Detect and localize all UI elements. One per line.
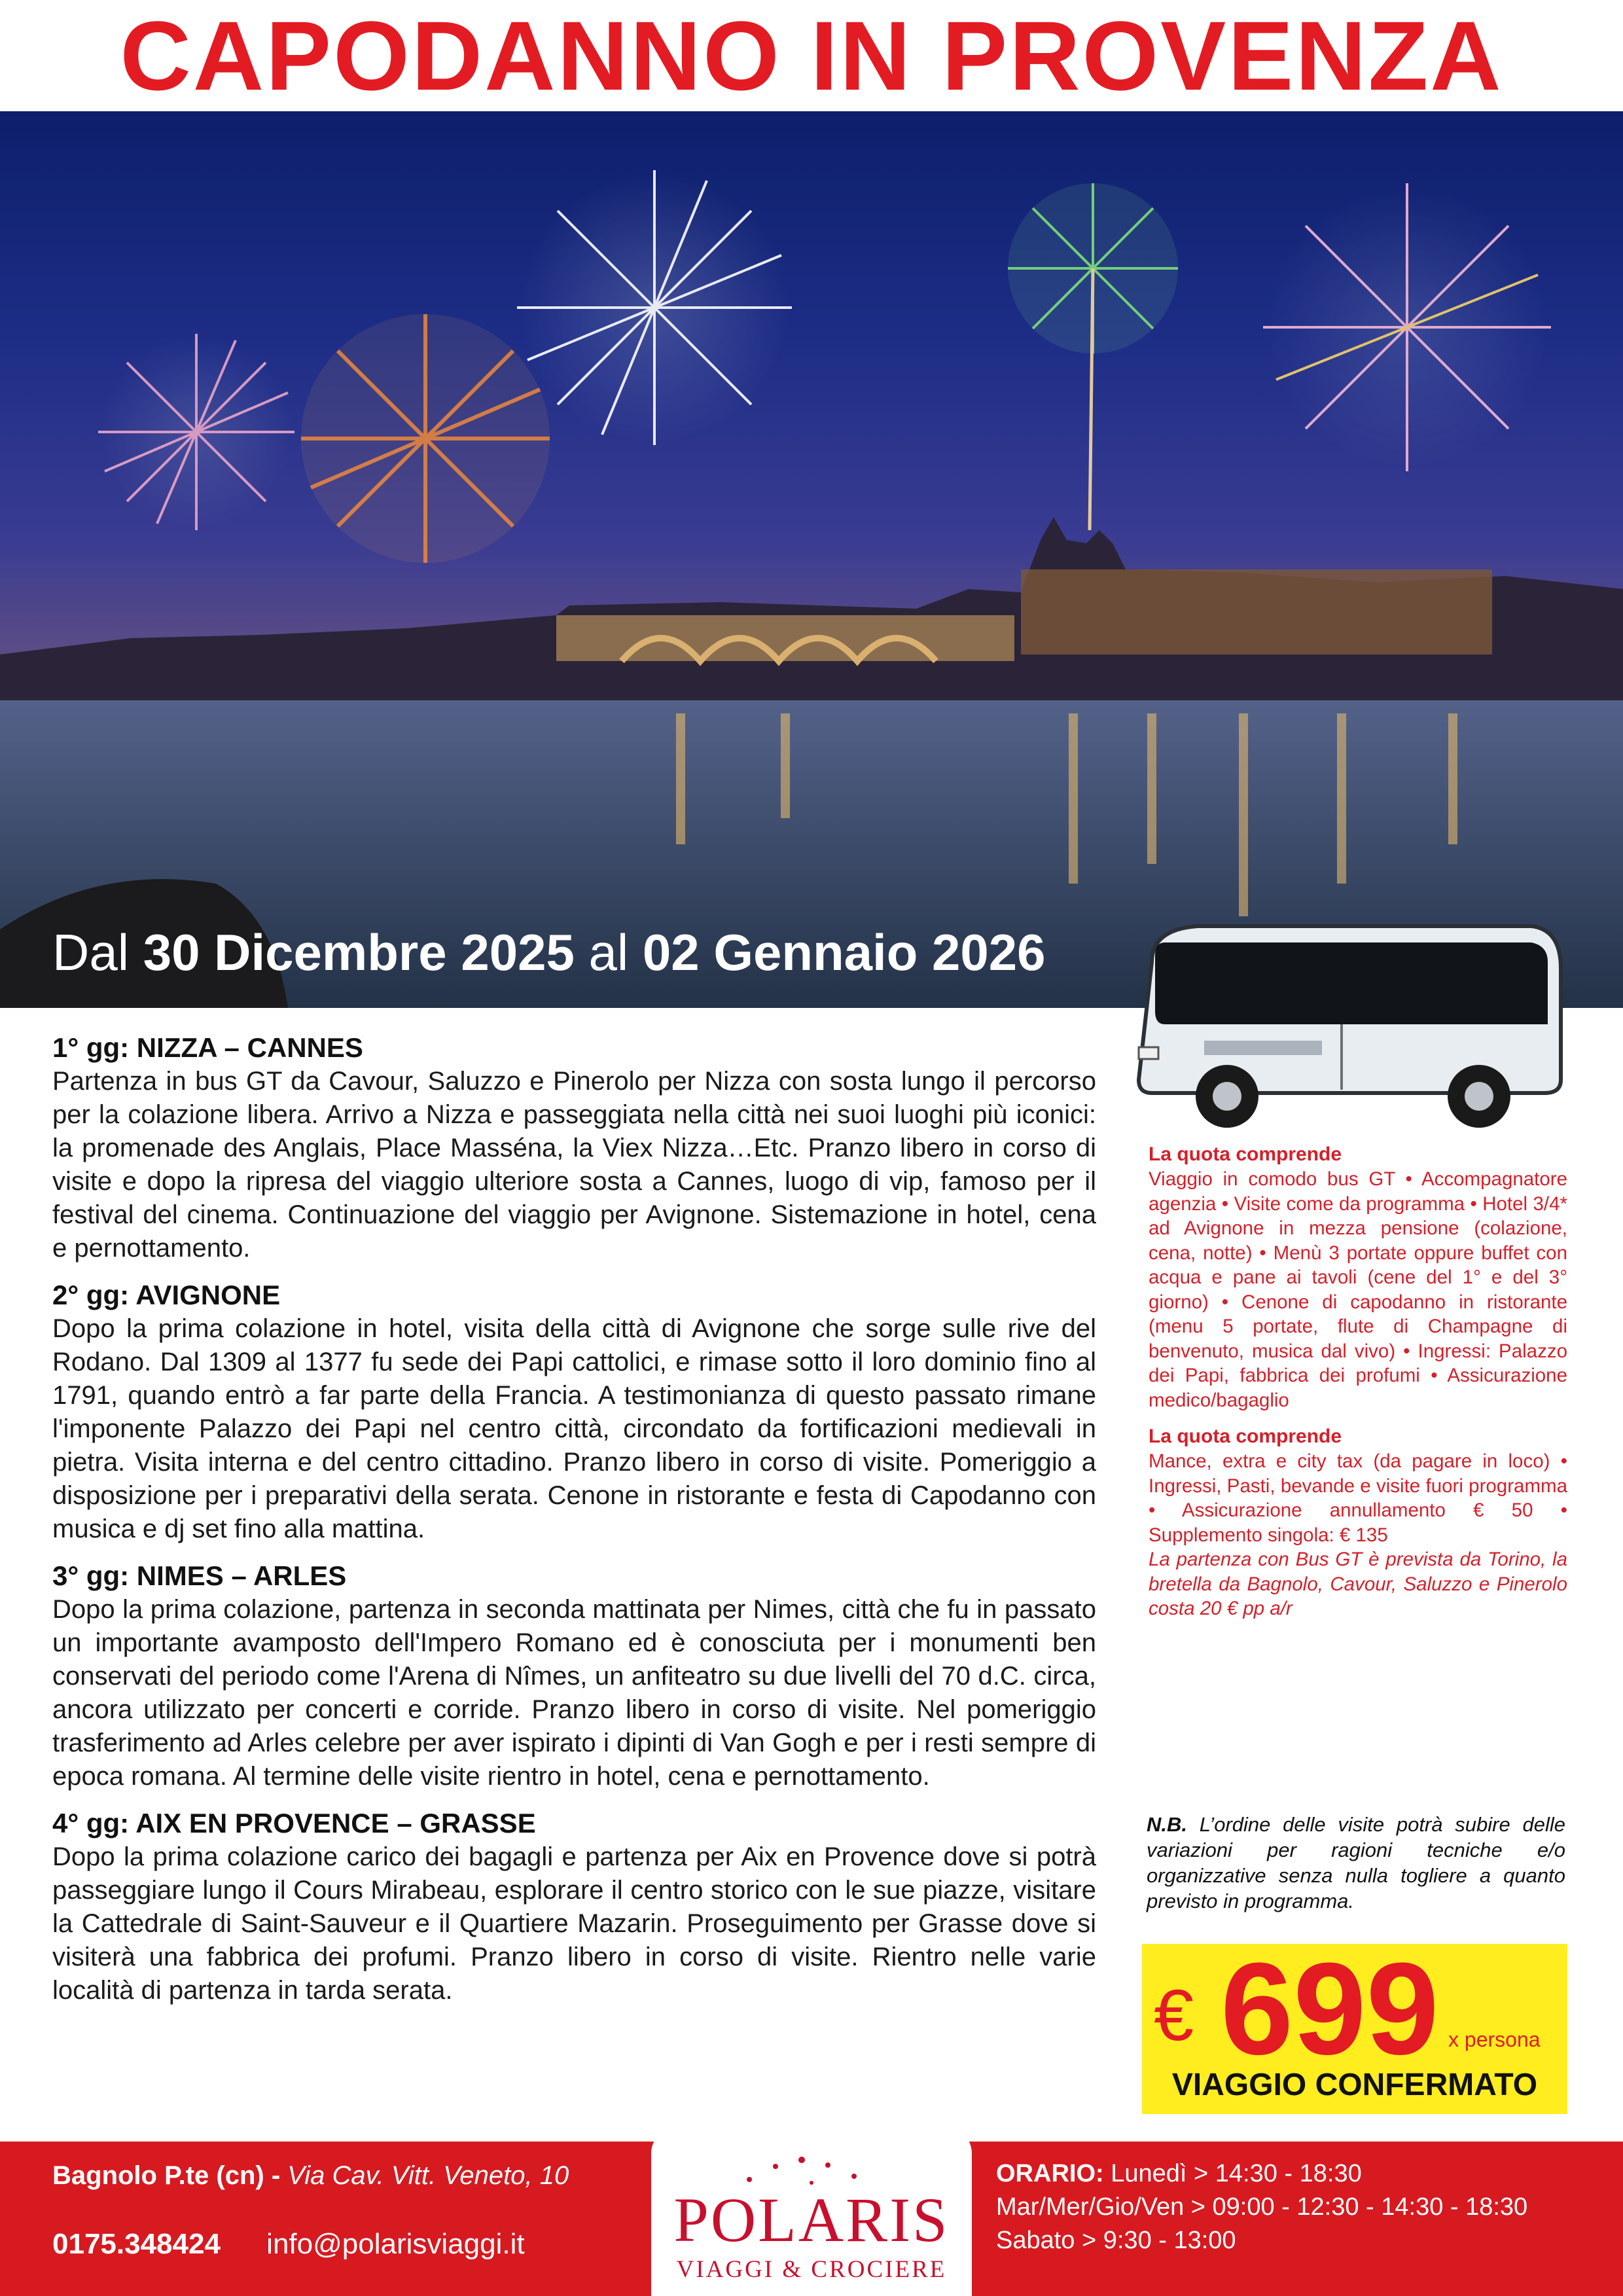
firework-multicolor (1263, 183, 1551, 471)
fireworks-illustration (0, 111, 1623, 1008)
dates-middle: al (588, 924, 629, 981)
disclaimer-note (1147, 1812, 1565, 1914)
itinerary-day-4 (52, 1806, 1096, 2007)
itinerary-day-3 (52, 1559, 1096, 1793)
firework-pink (98, 334, 294, 530)
day-description: Partenza in bus GT da Cavour, Saluzzo e Pinerolo per Nizza con sosta lungo il percorso per la colazione libera. Arrivo a Nizza e passeggiata nella città nei suoi luoghi più iconici: la promenade des Anglais, Place Masséna, la Viex Nizza…Etc. Pranzo libero in corso di visite e dopo la ripresa del viaggio ulteriore sosta a Cannes, luogo di vip, famoso per il festival del cinema. Continuazione del viaggio per Avignone. Sistemazione in hotel, cena e pernottamento. (52, 1067, 1096, 1263)
day-description: Dopo la prima colazione in hotel, visita della città di Avignone che sorge sulle rive del Rodano. Dal 1309 al 1377 fu sede dei Papi cattolici, e rimase sotto il loro dominio fino al 1791, quando entrò a far parte della Francia. A testimonianza di questo passato rimane l'imponente Palazzo dei Papi nel centro città, circondato da fortificazioni medievali in pietra. Visita interna e del centro cittadino. Pranzo libero in corso di visite. Pomeriggio a disposizione per i preparativi della serata. Cenone in ristorante e festa di Capodanno con musica e dj set fino alla mattina. (52, 1314, 1096, 1543)
agency-address (52, 2161, 569, 2191)
firework-orange (301, 314, 550, 563)
price-box (1142, 1936, 1567, 2114)
day-title: 3° gg: NIMES – ARLES (52, 1560, 347, 1591)
email-link[interactable]: info@polarisviaggi.it (266, 2228, 525, 2260)
excludes-block (1149, 1449, 1567, 1621)
hours-weekdays: Mar/Mer/Gio/Ven > 09:00 - 12:30 - 14:30 - 18:30 (996, 2193, 1528, 2221)
page-title: CAPODANNO IN PROVENZA (120, 1, 1503, 111)
trip-status: VIAGGIO CONFERMATO (1171, 2068, 1538, 2102)
departure-note: La partenza con Bus GT è prevista da Torino, la bretella da Bagnolo, Cavour, Saluzzo e Pinerolo costa 20 € pp a/r (1149, 1549, 1567, 1619)
excludes-text: Mance, extra e city tax (da pagare in loco) • Ingressi, Pasti, bevande e visite fuori programma • Assicurazione annullamento € 50 • Supplemento singola: € 135 (1149, 1450, 1567, 1546)
itinerary (52, 1031, 1096, 2020)
agency-location: Bagnolo P.te (cn) - (52, 2161, 281, 2190)
hours-saturday: Sabato > 9:30 - 13:00 (996, 2227, 1236, 2254)
itinerary-day-1 (52, 1031, 1096, 1265)
logo-name: POLARIS (673, 2185, 950, 2255)
logo-subtitle: VIAGGI & CROCIERE (676, 2256, 947, 2283)
day-description: Dopo la prima colazione, partenza in seconda mattinata per Nimes, città che fu in passato un importante avamposto dell'Impero Romano ed è conosciuta per i monumenti ben conservati del periodo come l'Arena di Nîmes, un anfiteatro su due livelli del 70 d.C. circa, ancora utilizzato per concerti e corride. Pranzo libero in corso di visite. Nel pomeriggio trasferimento ad Arles celebre per aver ispirato i dipinti di Van Gogh e per i resti sempre di epoca romana. Al termine delle visite rientro in hotel, cena e pernottamento. (52, 1595, 1096, 1791)
agency-street: Via Cav. Vitt. Veneto, 10 (287, 2161, 569, 2190)
agency-contacts (52, 2228, 525, 2261)
includes-title: La quota comprende (1149, 1143, 1342, 1165)
hours-label: ORARIO: (996, 2160, 1104, 2187)
date-start: 30 Dicembre 2025 (143, 924, 575, 981)
bus-icon (1126, 916, 1571, 1132)
nb-text: L’ordine delle visite potrà subire delle variazioni per ragioni tecniche e/o organizzative senza nulla togliere a quanto previsto in programma. (1147, 1813, 1565, 1912)
price-per-person: x persona (1448, 2028, 1541, 2051)
itinerary-day-2 (52, 1278, 1096, 1546)
dates-prefix: Dal (52, 924, 130, 981)
riverside-lights (1021, 569, 1492, 655)
includes-text: Viaggio in comodo bus GT • Accompagnatore agenzia • Visite come da programma • Hotel 3/4* ad Avignone in mezza pensione (colazione, cena, notte) • Menù 3 portate oppure buffet con acqua e pane ai tavoli (cene del 1° e del 3° giorno) • Cenone di capodanno in ristorante (menu 5 portate, flute di Champagne di benvenuto, musica dal vivo) • Ingressi: Palazzo dei Papi, fabbrica dei profumi • Assicurazione medico/bagaglio (1149, 1168, 1567, 1411)
firework-green (1008, 183, 1178, 530)
footer (0, 2142, 1623, 2296)
polaris-logo (651, 2127, 972, 2296)
opening-hours (996, 2157, 1527, 2257)
excludes-title: La quota comprende (1149, 1426, 1342, 1447)
date-end: 02 Gennaio 2026 (642, 924, 1046, 981)
price-currency: € (1154, 1975, 1194, 2056)
trip-dates (52, 923, 1046, 982)
day-title: 4° gg: AIX EN PROVENCE – GRASSE (52, 1808, 536, 1839)
day-title: 1° gg: NIZZA – CANNES (52, 1032, 363, 1063)
star-dots-icon (651, 2127, 972, 2193)
day-description: Dopo la prima colazione carico dei bagagli e partenza per Aix en Provence dove si potrà passeggiare lungo il Cours Mirabeau, esplorare il centro storico con le sue piazze, visitare la Cattedrale di Saint-Sauveur e il Quartiere Mazarin. Proseguimento per Grasse dove si visiterà una fabbrica dei profumi. Pranzo libero in corso di visite. Rientro nelle varie località di partenza in tarda serata. (52, 1842, 1096, 2005)
nb-label: N.B. (1147, 1813, 1187, 1836)
price-includes-panel (1149, 1142, 1567, 1633)
phone-number[interactable]: 0175.348424 (52, 2228, 221, 2260)
hours-monday: Lunedì > 14:30 - 18:30 (1111, 2160, 1362, 2187)
firework-white (517, 170, 792, 445)
day-title: 2° gg: AVIGNONE (52, 1280, 281, 1310)
price-amount: 699 (1221, 1936, 1439, 2082)
hero-image (0, 111, 1623, 1008)
